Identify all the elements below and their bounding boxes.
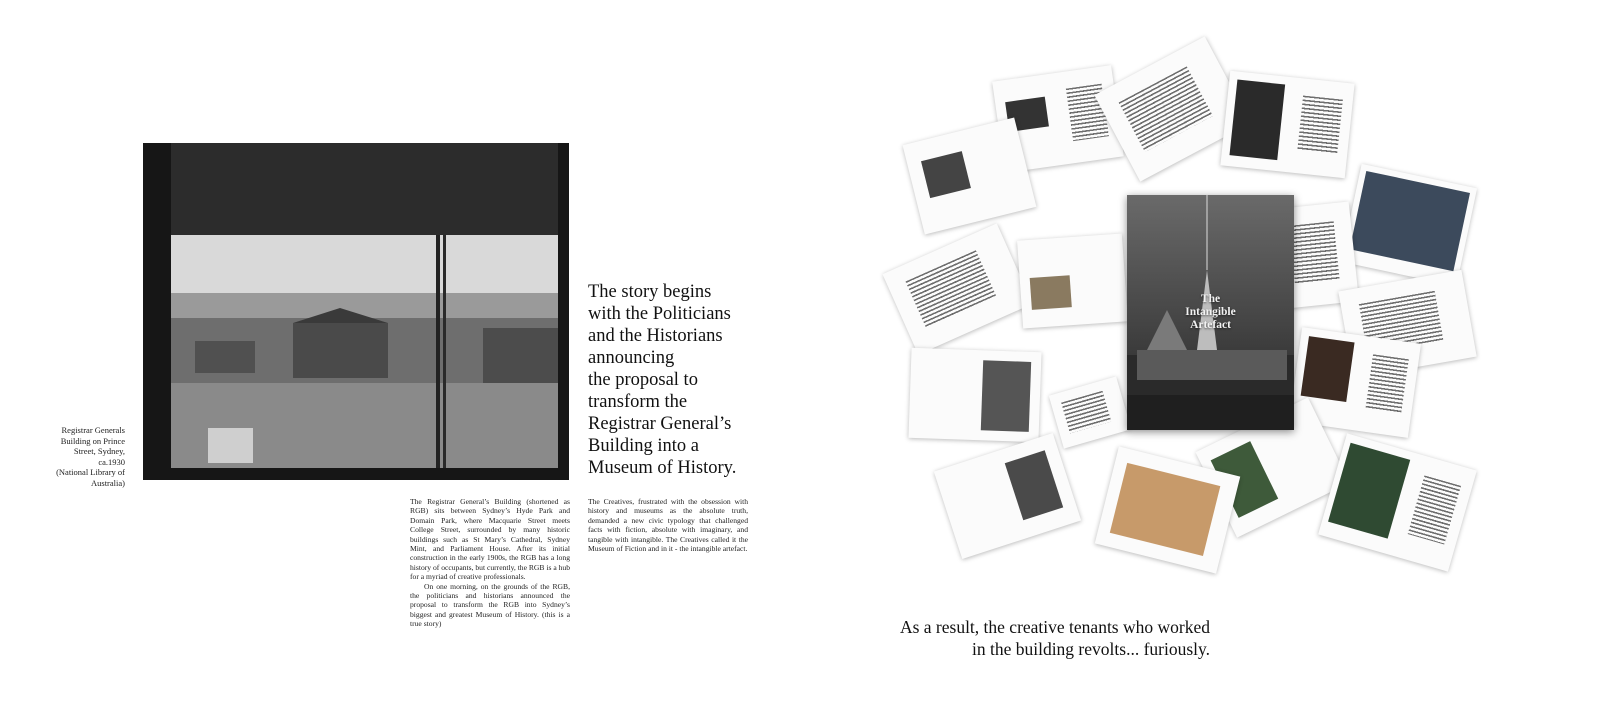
spread-thumbnail <box>1017 233 1128 328</box>
cover-title-line: The <box>1200 293 1221 305</box>
heading-line: the proposal to <box>588 370 698 390</box>
cover-title <box>1127 293 1294 332</box>
body-paragraph: On one morning, on the grounds of the RGB, the politicians and historians announced the proposal to transform the RGB into Sydney’s biggest and greatest Museum of History. (this is a true story) <box>410 581 570 629</box>
heading-line: announcing <box>588 348 675 368</box>
body-column-1 <box>410 497 570 629</box>
body-paragraph: The Creatives, frustrated with the obsession with history and museums as the absolute truth, demanded a new civic typology that challenged facts with fiction, absolute with imaginary, and tangible with intangible. The Creatives called it the Museum of Fiction and in it - the intangible artefact. <box>588 497 748 554</box>
caption-line: ca.1930 <box>98 456 125 467</box>
heading-line: The story begins <box>588 282 712 302</box>
heading-line: Registrar General’s <box>588 414 732 434</box>
heading-line: and the Historians <box>588 326 723 346</box>
result-statement <box>900 616 1210 660</box>
body-column-2 <box>588 497 748 553</box>
caption-line: Street, Sydney, <box>73 446 125 456</box>
spread-thumbnail <box>908 348 1041 442</box>
cover-title-line: Intangible <box>1185 306 1236 318</box>
spread-thumbnail <box>1341 164 1477 286</box>
caption-line: Australia) <box>91 477 125 488</box>
spread-thumbnail <box>1049 376 1131 448</box>
spread-thumbnail <box>1220 71 1354 179</box>
spread-thumbnail <box>883 223 1033 354</box>
historic-photo <box>143 143 569 480</box>
heading-line: Building into a <box>588 436 699 456</box>
caption-line: Registrar Generals <box>61 425 125 435</box>
photo-caption <box>40 425 125 488</box>
caption-line: (National Library of <box>56 467 125 477</box>
caption-line: Building on Prince <box>60 435 125 446</box>
heading-line: Museum of History. <box>588 458 737 478</box>
spread-thumbnail <box>1318 433 1477 571</box>
heading-line: with the Politicians <box>588 304 731 324</box>
spread-thumbnail <box>934 433 1081 559</box>
body-paragraph: The Registrar General’s Building (shortened as RGB) sits between Sydney’s Hyde Park and Domain Park, where Macquarie Street meets College Street, surrounded by many historic buildings such as St Mary’s Cathedral, Sydney Mint, and Parliament House. After its initial construction in the early 1900s, the RGB has a long history of occupants, but currently, the RGB is a hub for a myriad of creative professionals. <box>410 497 571 582</box>
heading-line: transform the <box>588 392 688 412</box>
spread-thumbnail <box>903 117 1037 234</box>
result-line: in the building revolts... furiously. <box>971 639 1210 659</box>
story-heading <box>588 281 768 479</box>
cover-title-line: Artefact <box>1190 319 1231 331</box>
book-cover <box>1127 195 1294 430</box>
result-line: As a result, the creative tenants who worked <box>899 617 1210 637</box>
